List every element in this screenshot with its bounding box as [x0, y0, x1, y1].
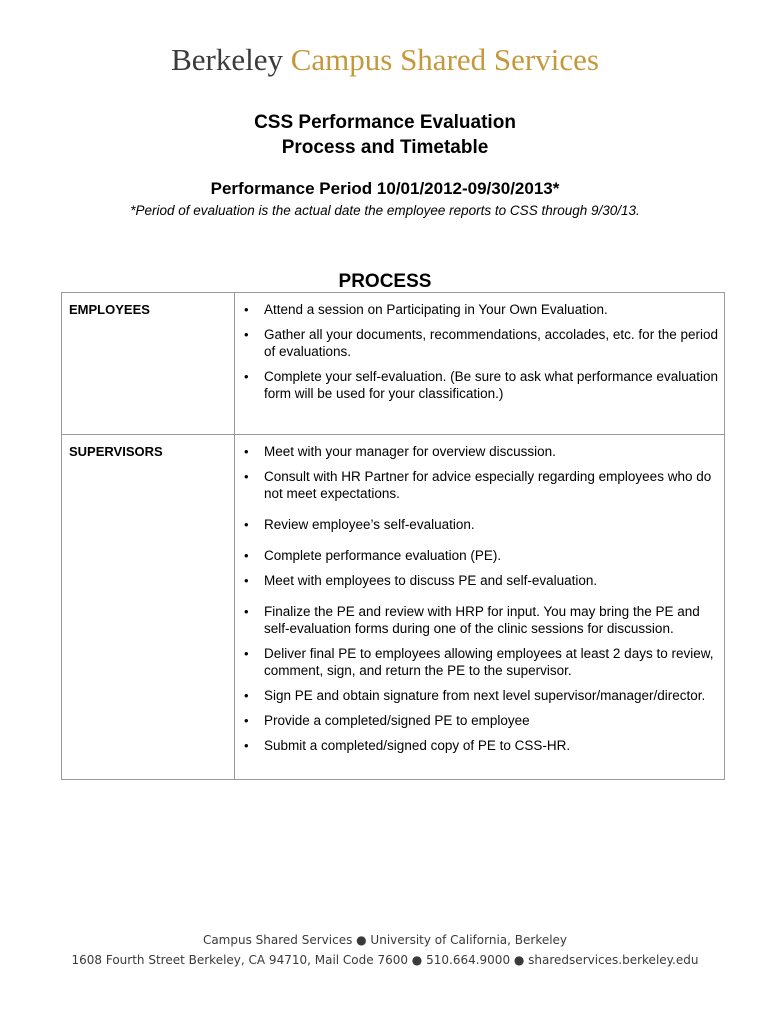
task-item: • Review employee’s self-evaluation.	[235, 516, 720, 533]
table-row-employees	[62, 293, 725, 435]
task-item: • Attend a session on Participating in Your Own Evaluation.	[235, 301, 720, 318]
document-title	[0, 110, 770, 160]
task-item: • Meet with your manager for overview discussion.	[235, 443, 720, 460]
performance-period-heading: Performance Period 10/01/2012-09/30/2013*	[210, 179, 560, 198]
task-item: • Sign PE and obtain signature from next level supervisor/manager/director.	[235, 687, 720, 704]
role-cell-employees: EMPLOYEES	[62, 293, 235, 435]
task-list-supervisors	[235, 435, 724, 754]
role-cell-supervisors: SUPERVISORS	[62, 435, 235, 780]
logo-berkeley-text: Berkeley	[171, 42, 283, 77]
performance-period-note: *Period of evaluation is the actual date the employee reports to CSS through 9/30/13.	[130, 203, 640, 218]
task-item: • Deliver final PE to employees allowing employees at least 2 days to review, comment, sign, and return the PE to the supervisor.	[235, 645, 720, 679]
page-footer	[0, 930, 770, 970]
tasks-cell-supervisors	[235, 435, 725, 780]
task-item: • Finalize the PE and review with HRP for input. You may bring the PE and self-evaluation forms during one of the clinic sessions for discussion.	[235, 603, 720, 637]
footer-line-1: Campus Shared Services ● University of California, Berkeley	[202, 933, 568, 947]
title-line-2: Process and Timetable	[281, 137, 489, 158]
table-row-supervisors	[62, 435, 725, 780]
footer-line-2: 1608 Fourth Street Berkeley, CA 94710, Mail Code 7600 ● 510.664.9000 ● sharedservices.berkeley.edu	[71, 953, 699, 967]
process-heading: PROCESS	[338, 271, 432, 292]
task-item: • Complete performance evaluation (PE).	[235, 547, 720, 564]
title-line-1: CSS Performance Evaluation	[254, 112, 516, 133]
logo-campus-shared-services-text: Campus Shared Services	[290, 42, 599, 77]
process-table	[61, 292, 725, 780]
task-item: • Gather all your documents, recommendations, accolades, etc. for the period of evaluations.	[235, 326, 720, 360]
task-item: • Provide a completed/signed PE to employee	[235, 712, 720, 729]
task-list-employees	[235, 293, 724, 402]
task-item: • Submit a completed/signed copy of PE to CSS-HR.	[235, 737, 720, 754]
task-item: • Consult with HR Partner for advice especially regarding employees who do not meet expectations.	[235, 468, 720, 502]
berkeley-css-logo	[0, 40, 770, 80]
task-item: • Complete your self-evaluation. (Be sure to ask what performance evaluation form will be used for your classification.)	[235, 368, 720, 402]
task-item: • Meet with employees to discuss PE and self-evaluation.	[235, 572, 720, 589]
tasks-cell-employees	[235, 293, 725, 435]
